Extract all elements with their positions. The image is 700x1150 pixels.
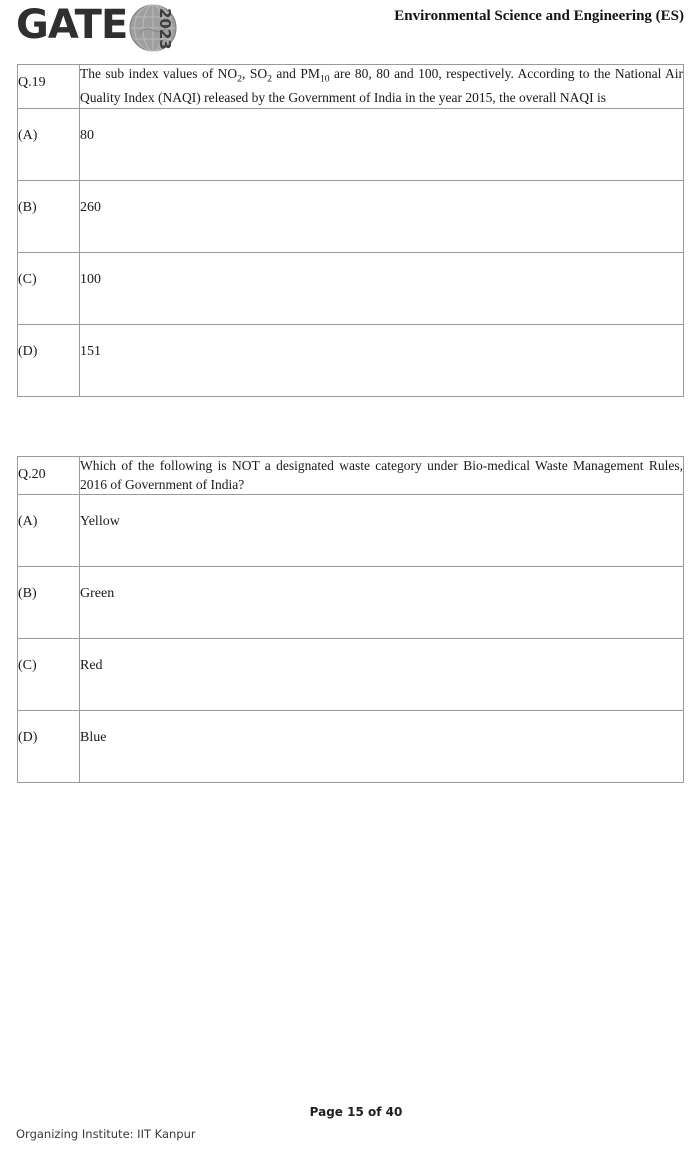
option-label: (A)	[18, 108, 80, 180]
option-label: (C)	[18, 639, 80, 711]
option-row[interactable]	[18, 711, 684, 783]
question-text-part: are 80, 80 and 100, respectively. According to the National Air Quality Index (NAQI) released by the Government of India in the year 2015, the overall NAQI is	[80, 66, 684, 106]
gate-logo-year: 2023	[156, 8, 174, 50]
gate-logo-text: GATE	[16, 2, 128, 48]
paper-title: Environmental Science and Engineering (ES)	[394, 8, 684, 24]
subscript-so2: 2	[267, 73, 272, 85]
option-label: (D)	[18, 711, 80, 783]
option-value[interactable]: 260	[80, 180, 684, 252]
option-label: (D)	[18, 324, 80, 396]
option-value[interactable]: 100	[80, 252, 684, 324]
question-text-part: , SO	[242, 66, 268, 81]
option-value[interactable]: Blue	[80, 711, 684, 783]
option-row[interactable]	[18, 324, 684, 396]
question-text-part: and PM	[271, 66, 320, 81]
option-value[interactable]: 151	[80, 324, 684, 396]
question-text-part: The sub index values of NO	[80, 66, 238, 81]
option-row[interactable]	[18, 639, 684, 711]
question-text	[80, 65, 684, 109]
option-value[interactable]: Red	[80, 639, 684, 711]
question-block-q19	[17, 64, 684, 397]
question-row	[18, 65, 684, 109]
option-label: (C)	[18, 252, 80, 324]
option-value[interactable]: 80	[80, 108, 684, 180]
option-label: (B)	[18, 567, 80, 639]
option-row[interactable]	[18, 180, 684, 252]
organizing-institute: Organizing Institute: IIT Kanpur	[16, 1127, 196, 1141]
option-label: (B)	[18, 180, 80, 252]
question-number: Q.19	[18, 65, 80, 109]
gate-logo	[16, 2, 186, 54]
option-row[interactable]	[18, 108, 684, 180]
option-value[interactable]: Yellow	[80, 495, 684, 567]
option-row[interactable]	[18, 252, 684, 324]
page-header	[0, 0, 700, 60]
question-number: Q.20	[18, 457, 80, 495]
question-text: Which of the following is NOT a designated waste category under Bio-medical Waste Management Rules, 2016 of Government of India?	[80, 457, 684, 495]
subscript-no2: 2	[237, 73, 243, 85]
question-block-q20	[17, 456, 684, 783]
option-value[interactable]: Green	[80, 567, 684, 639]
subscript-pm10: 10	[319, 73, 330, 85]
option-row[interactable]	[18, 495, 684, 567]
question-row	[18, 457, 684, 495]
option-row[interactable]	[18, 567, 684, 639]
page-number: Page 15 of 40	[309, 1105, 403, 1119]
option-label: (A)	[18, 495, 80, 567]
